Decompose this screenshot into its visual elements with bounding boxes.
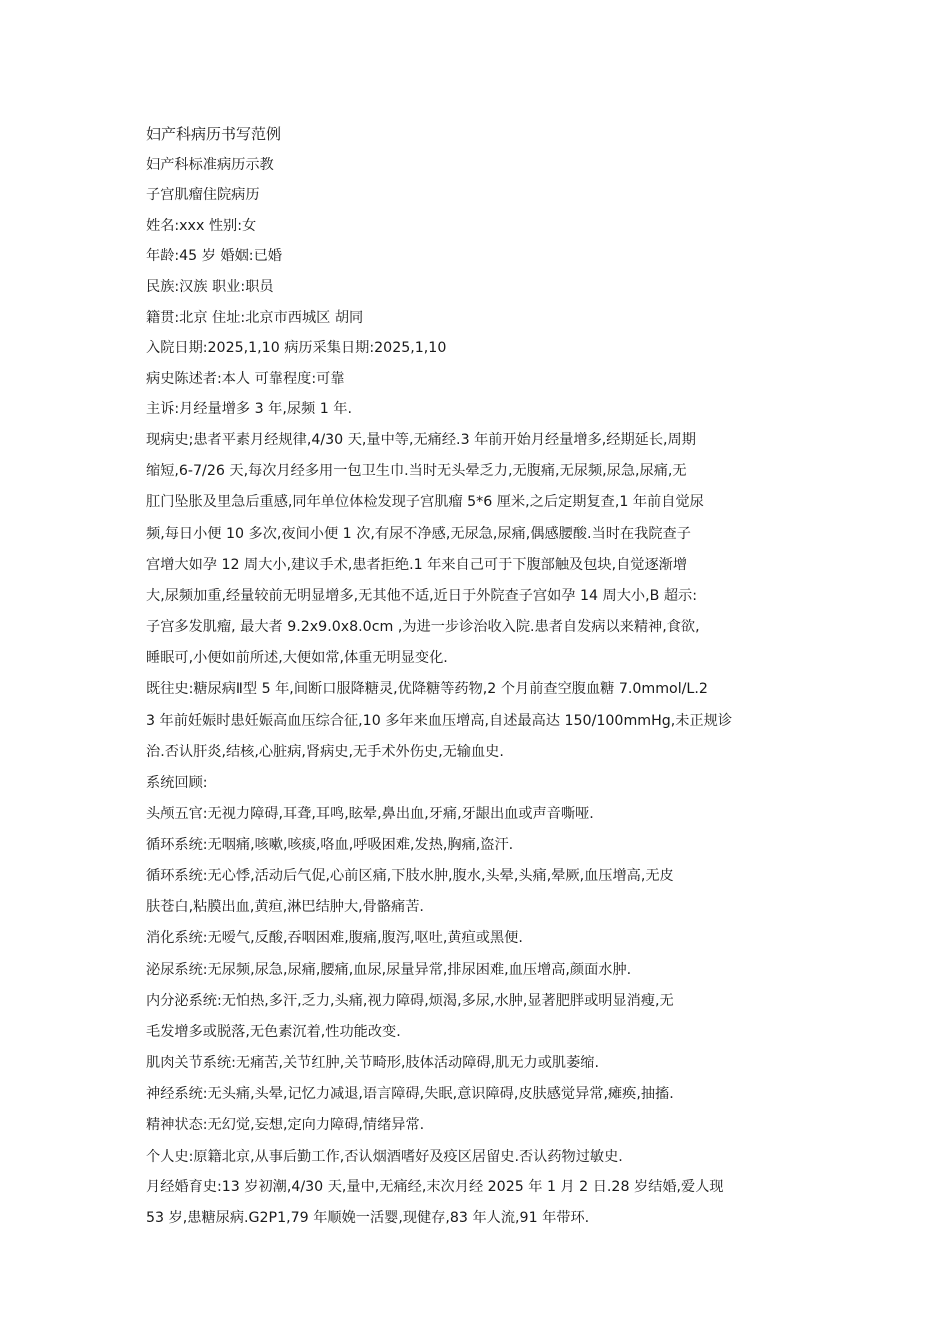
record-type: 子宫肌瘤住院病历 [146, 187, 260, 204]
history-narrator: 病史陈述者:本人 可靠程度:可靠 [146, 370, 345, 387]
patient-age-marital: 年龄:45 岁 婚姻:已婚 [146, 248, 282, 265]
system-review [146, 799, 810, 1142]
present-history-line: 大,尿频加重,经量较前无明显增多,无其他不适,近日于外院查子宫如孕 14 周大小,B 超示: [146, 587, 698, 604]
admission-dates: 入院日期:2025,1,10 病历采集日期:2025,1,10 [146, 340, 447, 357]
system-review-mental: 精神状态:无幻觉,妄想,定向力障碍,情绪异常. [146, 1117, 425, 1134]
present-history-line: 频,每日小便 10 多次,夜间小便 1 次,有尿不净感,无尿急,尿痛,偶感腰酸.当时在我院查子 [146, 525, 691, 542]
system-review-respiratory: 循环系统:无咽痛,咳嗽,咳痰,咯血,呼吸困难,发热,胸痛,盗汗. [146, 836, 514, 853]
present-history-line: 肛门坠胀及里急后重感,同年单位体检发现子宫肌瘤 5*6 厘米,之后定期复查,1 年前自觉尿 [146, 494, 704, 511]
present-history [146, 425, 810, 675]
patient-name-gender: 姓名:xxx 性别:女 [146, 217, 257, 234]
past-history-line: 3 年前妊娠时患妊娠高血压综合征,10 多年来血压增高,自述最高达 150/100mmHg,未正规诊 [146, 712, 733, 729]
document-title: 妇产科病历书写范例 [146, 125, 282, 143]
patient-origin-address: 籍贯:北京 住址:北京市西城区 胡同 [146, 309, 364, 326]
patient-ethnicity-occupation: 民族:汉族 职业:职员 [146, 278, 274, 295]
present-history-line: 现病史;患者平素月经规律,4/30 天,量中等,无痛经.3 年前开始月经量增多,经期延长,周期 [146, 431, 696, 448]
present-history-line: 宫增大如孕 12 周大小,建议手术,患者拒绝.1 年来自己可于下腹部触及包块,自觉逐渐增 [146, 556, 688, 573]
personal-history: 个人史:原籍北京,从事后勤工作,否认烟酒嗜好及疫区居留史.否认药物过敏史. [146, 1148, 623, 1165]
document-subtitle: 妇产科标准病历示教 [146, 156, 274, 173]
menstrual-marital-history [146, 1172, 810, 1234]
past-history [146, 674, 810, 768]
present-history-line: 缩短,6-7/26 天,每次月经多用一包卫生巾.当时无头晕乏力,无腹痛,无尿频,尿急,尿痛,无 [146, 463, 687, 480]
system-review-circulatory: 循环系统:无心悸,活动后气促,心前区痛,下肢水肿,腹水,头晕,头痛,晕厥,血压增高,无皮 [146, 867, 674, 884]
present-history-line: 子宫多发肌瘤, 最大者 9.2x9.0x8.0cm ,为进一步诊治收入院.患者自发病以来精神,食欲, [146, 619, 700, 636]
system-review-title: 系统回顾: [146, 775, 208, 791]
system-review-musculoskeletal: 肌肉关节系统:无痛苦,关节红肿,关节畸形,肢体活动障碍,肌无力或肌萎缩. [146, 1055, 599, 1072]
system-review-circulatory-cont: 肤苍白,粘膜出血,黄疸,淋巴结肿大,骨骼痛苦. [146, 899, 424, 916]
present-history-line: 睡眠可,小便如前所述,大便如常,体重无明显变化. [146, 650, 448, 667]
system-review-digestive: 消化系统:无嗳气,反酸,吞咽困难,腹痛,腹泻,呕吐,黄疸或黑便. [146, 930, 523, 947]
system-review-urinary: 泌尿系统:无尿频,尿急,尿痛,腰痛,血尿,尿量异常,排尿困难,血压增高,颜面水肿. [146, 961, 632, 978]
system-review-head-ent: 头颅五官:无视力障碍,耳聋,耳鸣,眩晕,鼻出血,牙痛,牙龈出血或声音嘶哑. [146, 805, 594, 822]
past-history-line: 治.否认肝炎,结核,心脏病,肾病史,无手术外伤史,无输血史. [146, 743, 504, 760]
system-review-endocrine-cont: 毛发增多或脱落,无色素沉着,性功能改变. [146, 1023, 401, 1040]
past-history-line: 既往史:糖尿病Ⅱ型 5 年,间断口服降糖灵,优降糖等药物,2 个月前查空腹血糖 7.0mmol/L.2 [146, 681, 708, 698]
system-review-endocrine: 内分泌系统:无怕热,多汗,乏力,头痛,视力障碍,烦渴,多尿,水肿,显著肥胖或明显消瘦,无 [146, 992, 674, 1009]
document-page [146, 119, 810, 1235]
menstrual-history-line: 53 岁,患糖尿病.G2P1,79 年顺娩一活婴,现健存,83 年人流,91 年带环. [146, 1210, 590, 1227]
menstrual-history-line: 月经婚育史:13 岁初潮,4/30 天,量中,无痛经,末次月经 2025 年 1 月 2 日.28 岁结婚,爱人现 [146, 1179, 724, 1196]
system-review-nervous: 神经系统:无头痛,头晕,记忆力减退,语言障碍,失眠,意识障碍,皮肤感觉异常,瘫痪,抽搐. [146, 1086, 674, 1103]
chief-complaint: 主诉:月经量增多 3 年,尿频 1 年. [146, 401, 352, 418]
